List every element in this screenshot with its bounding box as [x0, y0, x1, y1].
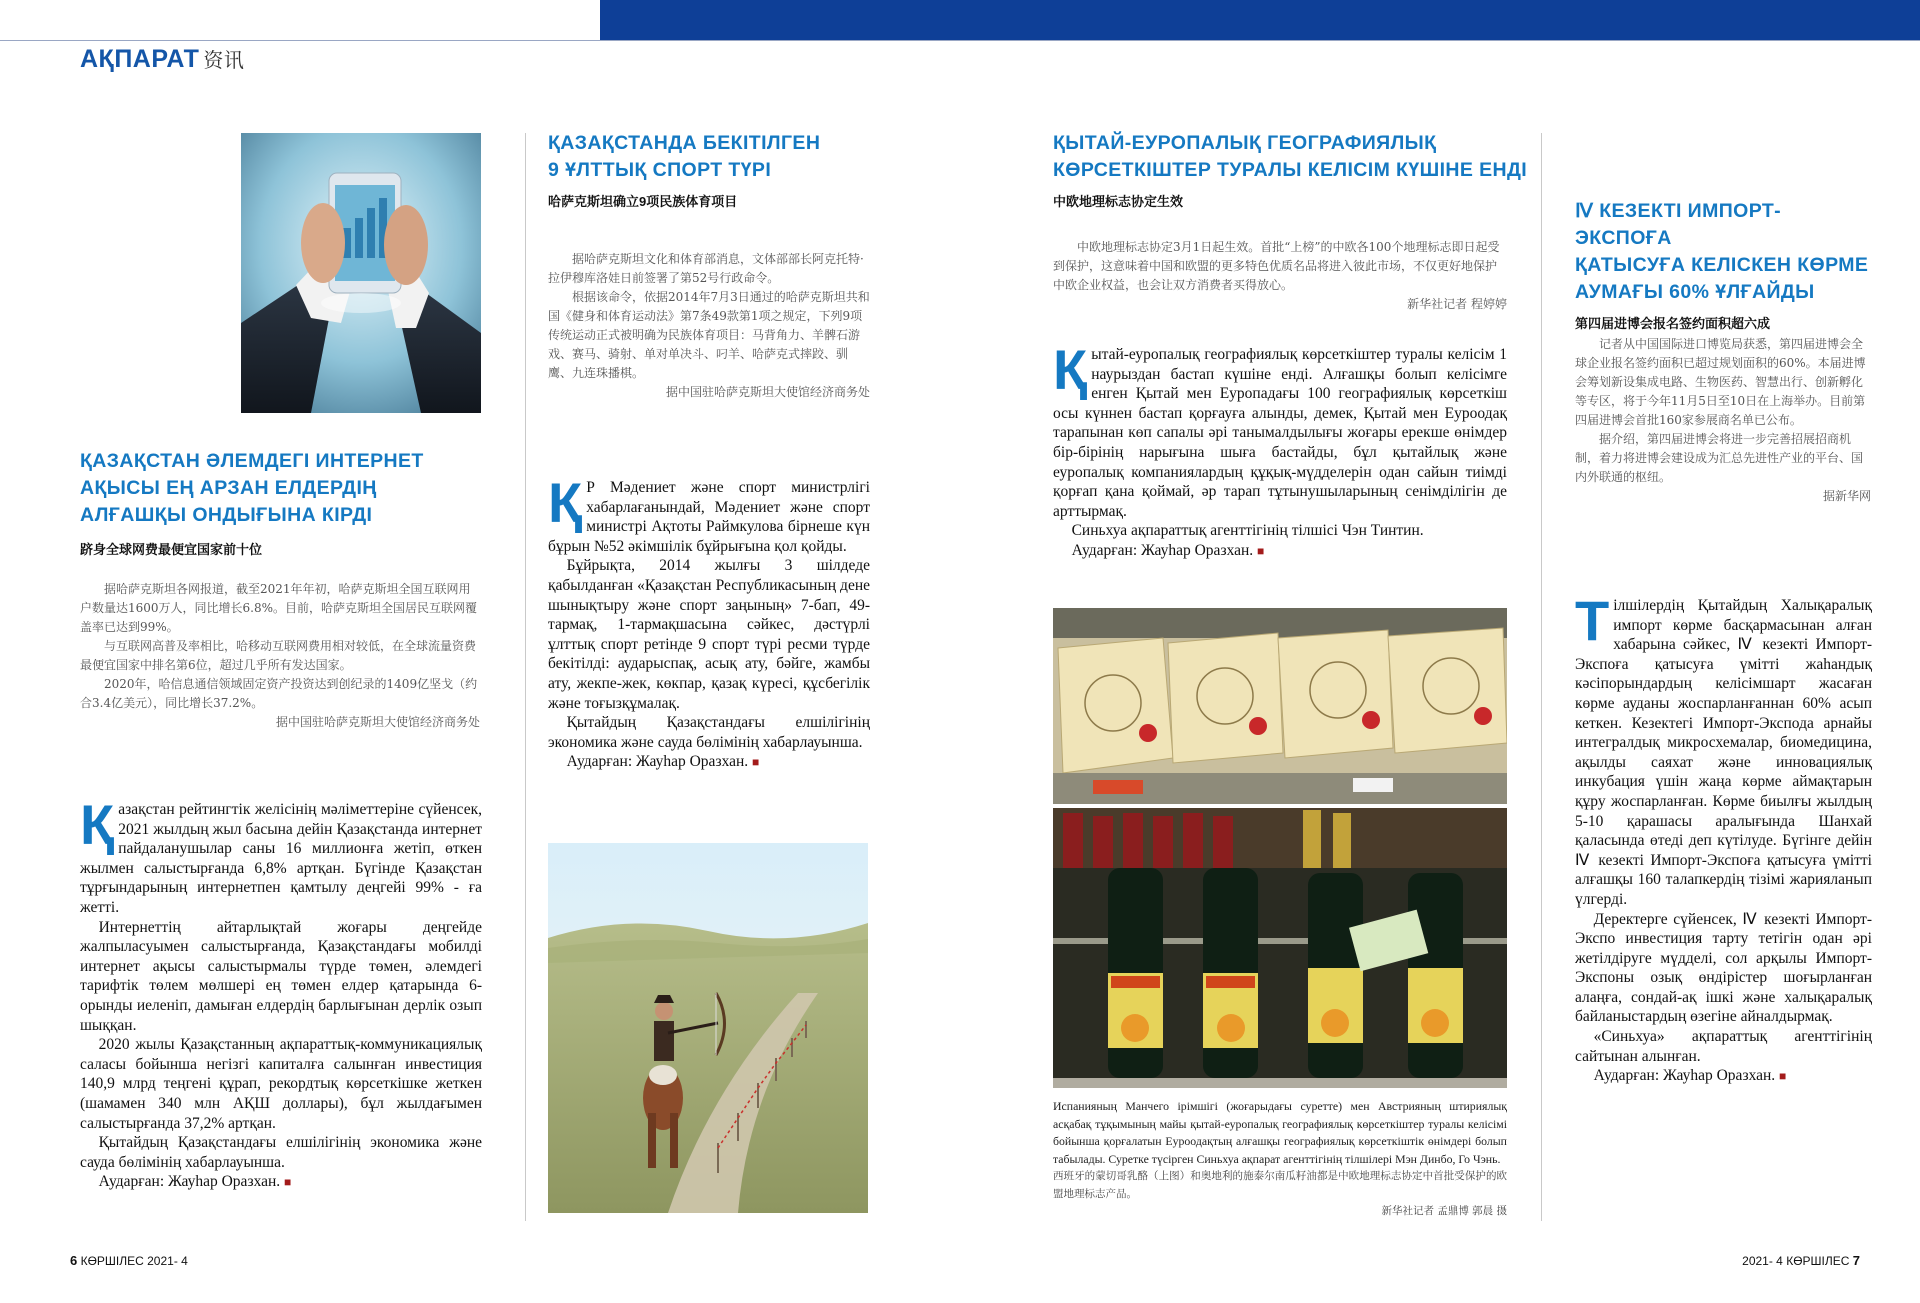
- footer-left: [70, 1253, 188, 1268]
- article-1-dropcap: Қ: [80, 793, 115, 856]
- end-mark-icon: ■: [1257, 543, 1265, 558]
- footer-right-title: КӨРШІЛЕС: [1786, 1254, 1850, 1268]
- article-1-title: ҚАЗАҚСТАН ӘЛЕМДЕГІ ИНТЕРНЕТ АҚЫСЫ ЕҢ АРЗАН ЕЛДЕРДІҢ АЛҒАШҚЫ ОНДЫҒЫНА КІРДІ: [80, 450, 424, 526]
- article-3-kz-p1: ытай-еуропалық географиялық көрсеткіштер туралы келісім 1 наурыздан бастап күшіне енді. Алғашқы болып келісімге енген Қытай мен Еуропадағы 100 географиялық көрсеткіш осы күннен бастап қорғауға алынды, демек, Қытай мен Еуроодақ тарапынан көп сапалы әрі танымалдылығы жоғары ерекше өнімдер бір-бірінің нарығына шыға бастайды, бұл қытайлық және еуропалық компаниялардың құқық-мүдделерін одан сайын тиімді қорғап қана қоймай, әр тарап тұтынушыларының сенімділігін де арттырмақ.: [1053, 346, 1507, 520]
- article-1-kazakh: [80, 793, 482, 1193]
- article-4-cn-source: 据新华网: [1822, 489, 1871, 503]
- article-4-kz-p2: Деректерге сүйенсек, Ⅳ кезекті Импорт-Экспо инвестиция тарту тетігін одан әрі жетілдіруге мүдделі, сол арқылы Импорт-Экспоны озық өндірістер шоғырланған алаңға, сондай-ақ ішкі және халықаралық байланыстардың өзегіне айналдырмақ.: [1575, 910, 1872, 1026]
- page-number-right: 7: [1852, 1253, 1860, 1268]
- article-1-kz-p3: 2020 жылы Қазақстанның ақпараттық-коммуникациялық саласы бойынша негізгі капиталға салынған инвестиция 140,9 млрд теңгені құрап, рекордтық көрсеткішке жеткен (шамамен 340 млн АҚШ доллары), бұл жылдағымен салыстырғанда 37,2% артқан.: [80, 1036, 482, 1132]
- article-4-kazakh: [1575, 589, 1872, 1087]
- footer-right-issue: 2021- 4: [1742, 1254, 1783, 1268]
- section-label: [80, 44, 244, 74]
- article-1-cn-p1: 据哈萨克斯坦各网报道，截至2021年年初，哈萨克斯坦全国互联网用户数量达1600万人，同比增长6.8%。目前，哈萨克斯坦全国居民互联网覆盖率已达到99%。: [80, 582, 478, 634]
- article-1-chinese: [80, 580, 480, 732]
- article-4-title-line3: АУМАҒЫ 60% ҰЛҒАЙДЫ: [1575, 281, 1815, 303]
- article-3-translator: Аударған: Жауһар Оразхан.: [1071, 541, 1254, 559]
- article-3-subtitle: 中欧地理标志协定生效: [1053, 194, 1184, 209]
- article-2-chinese: [548, 250, 870, 402]
- column-divider-3: [1541, 133, 1542, 1221]
- article-2-title-line1: ҚАЗАҚСТАНДА БЕКІТІЛГЕН: [548, 132, 821, 154]
- article-2-kz-p2: Бұйрықта, 2014 жылғы 3 шілдеде қабылданған «Қазақстан Республикасының дене шынықтыру және спорт заңының» 7-бап, 49-тармақ, 1-тармақшасына сәйкес, дәстүрлі ұлттық спорт ретінде 9 спорт түрі ресми түрде бекітілді: аударыспақ, асық ату, бәйге, жамбы ату, жекпе-жек, көкпар, қазақ күресі, құсбегілік және тоғызқұмалақ.: [548, 557, 870, 712]
- column-divider-1: [525, 133, 526, 1221]
- article-1-subtitle: 跻身全球网费最便宜国家前十位: [80, 542, 263, 557]
- footer-right: [1742, 1253, 1860, 1268]
- article-2-cn-p1: 据哈萨克斯坦文化和体育部消息，文体部部长阿克托特·拉伊穆库洛娃日前签署了第52号行政命令。: [548, 252, 864, 285]
- article-3-cn-p1: 中欧地理标志协定3月1日起生效。首批“上榜”的中欧各100个地理标志即日起受到保护，这意味着中国和欧盟的更多特色优质名品将进入彼此市场，不仅更好地保护中欧企业权益，也会让双方消费者买得放心。: [1053, 240, 1500, 292]
- top-color-bar: [600, 0, 1920, 40]
- footer-left-title: КӨРШІЛЕС 2021- 4: [80, 1254, 188, 1268]
- end-mark-icon: ■: [1779, 1069, 1787, 1084]
- article-2-subtitle: 哈萨克斯坦确立9项民族体育项目: [548, 194, 738, 209]
- manchego-cheese-photo: [1053, 608, 1507, 804]
- article-3-title-line2: КӨРСЕТКІШТЕР ТУРАЛЫ КЕЛІСІМ КҮШІНЕ ЕНДІ: [1053, 159, 1528, 181]
- article-1-cn-p2: 与互联网高普及率相比，哈移动互联网费用相对较低，在全球流量资费最便宜国家中排名第6位，超过几乎所有发达国家。: [80, 639, 477, 672]
- section-label-cn: 资讯: [203, 50, 245, 72]
- photo-caption: [1053, 1098, 1507, 1221]
- article-1-kz-p4: Қытайдың Қазақстандағы елшілігінің экономика және сауда бөлімінің хабарлауынша.: [80, 1134, 482, 1171]
- article-2-title-line2: 9 ҰЛТТЫҚ СПОРТ ТҮРІ: [548, 159, 772, 181]
- pumpkin-seed-oil-photo: [1053, 808, 1507, 1088]
- phone-hands-photo: [241, 133, 481, 413]
- article-3-chinese: [1053, 238, 1507, 314]
- article-3-header: [1053, 130, 1533, 210]
- article-4-kz-p3: «Синьхуа» ақпараттық агенттігінің сайтынан алынған.: [1575, 1028, 1872, 1065]
- article-4-title-line2: ҚАТЫСУҒА КЕЛІСКЕН КӨРМЕ: [1575, 254, 1869, 276]
- article-1-kz-p2: Интернеттің айтарлықтай жоғары деңгейде жалпыласуымен салыстырғанда, Қазақстандағы мобилді интернет ақысы салыстырмалы түрде төмен, әлемдегі тарифтік төлем мөлшері ең төмен елдер қатарында 6-орынды иеленіп, дамыған елдердің барлығынан дерлік озып шыққан.: [80, 918, 482, 1034]
- article-2-kazakh: [548, 471, 870, 773]
- article-4-cn-p2: 据介绍，第四届进博会将进一步完善招展招商机制，着力将进博会建设成为汇总先进性产业的平台、国内外联通的枢纽。: [1575, 432, 1864, 484]
- article-1-cn-p3: 2020年，哈信息通信领域固定资产投资达到创纪录的1409亿坚戈（约合3.4亿美元），同比增长37.2%。: [80, 677, 478, 710]
- article-4-title-line1: Ⅳ КЕЗЕКТІ ИМПОРТ-ЭКСПОҒА: [1575, 200, 1782, 249]
- horse-archer-photo: [548, 843, 868, 1213]
- caption-chinese: 西班牙的蒙切哥乳酪（上图）和奥地利的施泰尔南瓜籽油都是中欧地理标志协定中首批受保护的欧盟地理标志产品。: [1053, 1170, 1507, 1200]
- article-3-dropcap: Қ: [1053, 338, 1088, 401]
- article-3-kz-p2: Синьхуа ақпараттық агенттігінің тілшісі Чэн Тинтин.: [1071, 522, 1424, 540]
- section-label-kz: АҚПАРАТ: [80, 45, 200, 73]
- article-1-cn-source: 据中国驻哈萨克斯坦大使馆经济商务处: [275, 715, 480, 729]
- end-mark-icon: ■: [752, 755, 760, 770]
- article-1-translator: Аударған: Жауһар Оразхан.: [98, 1173, 281, 1191]
- article-2-cn-p2: 根据该命令，依据2014年7月3日通过的哈萨克斯坦共和国《健身和体育运动法》第7条49款第1项之规定，下列9项传统运动正式被明确为民族体育项目：马背角力、羊髀石游戏、赛马、骑射、单对单决斗、叼羊、哈萨克式摔跤、驯鹰、九连珠播棋。: [548, 290, 870, 380]
- page-number-left: 6: [70, 1253, 78, 1268]
- caption-chinese-source: 新华社记者 孟鼎博 郭晨 摄: [1381, 1205, 1507, 1217]
- article-2-header: [548, 130, 878, 210]
- article-2-kz-p3: Қытайдың Қазақстандағы елшілігінің экономика және сауда бөлімінің хабарлауынша.: [548, 714, 870, 751]
- article-2-dropcap: Қ: [548, 471, 583, 534]
- top-rule: [0, 40, 1920, 41]
- article-2-kz-p1: Р Мәдениет және спорт министрлігі хабарлағанындай, Мәдениет және спорт министрі Ақтоты Раймкулова бірнеше күн бұрын №52 әкімшілік бұйрығына қол қойды.: [548, 479, 870, 555]
- article-3-cn-source: 新华社记者 程婷婷: [1407, 297, 1507, 311]
- article-4-translator: Аударған: Жауһар Оразхан.: [1593, 1067, 1776, 1085]
- article-3-title-line1: ҚЫТАЙ-ЕУРОПАЛЫҚ ГЕОГРАФИЯЛЫҚ: [1053, 132, 1437, 154]
- end-mark-icon: ■: [284, 1175, 292, 1190]
- article-3-kazakh: [1053, 338, 1507, 562]
- article-4-subtitle: 第四届进博会报名签约面积超六成: [1575, 316, 1771, 331]
- article-4-header: [1575, 198, 1875, 332]
- article-4-kz-p1: ілшілердің Қытайдың Халықаралық импорт көрме басқармасынан алған хабарына сәйкес, Ⅳ кезекті Импорт-Экспоға қатысуға үмітті жаһандық кәсіпорындардың келісімшарт жасаған көрме ауданы жоспарланғаннан 60% асып кеткен. Кезектегі Импорт-Экспода арнайы интегралдық микросхемалар, биомедицина, ақылды саяхат және инновациялық инкубация үшін жаңа көрме аймақтарын құру жоспарланған. Көрме биылғы жылдың 5-10 қарашасы аралығында Шанхай қаласында өтеді деп күтілуде. Бүгінге дейін Ⅳ кезекті Импорт-Экспоға қатысуға үмітті алғашқы 160 талапкердің тізімі жарияланып үлгерді.: [1575, 597, 1872, 908]
- article-1-kz-p1: азақстан рейтингтік желісінің мәліметтеріне сүйенсек, 2021 жылдың жыл басына дейін Қазақстанда интернет пайдаланушылар саны 16 миллионға жетіп, өткен жылмен салыстырғанда 6,8% артқан. Бүгінде Қазақстан тұрғындарының интернетпен қамтылу деңгейі 99% - ға жетті.: [80, 801, 482, 916]
- article-1-header: [80, 448, 485, 558]
- article-2-translator: Аударған: Жауһар Оразхан.: [566, 753, 749, 771]
- article-2-cn-source: 据中国驻哈萨克斯坦大使馆经济商务处: [665, 385, 870, 399]
- caption-kazakh: Испанияның Манчего ірімшігі (жоғарыдағы суретте) мен Австрияның штириялық асқабақ тұқымының майы қытай-еуропалық географиялық көрсеткіштер туралы келісімі бойынша қорғалатын Еуроодақтың алғашқы географиялық көрсеткіштік өнімдері болып табылады. Суретке түсірген Синьхуа ақпарат агенттігінің тілшілері Мэн Динбо, Го Чэнь.: [1053, 1099, 1507, 1166]
- article-4-dropcap: Т: [1575, 589, 1610, 652]
- article-4-cn-p1: 记者从中国国际进口博览局获悉，第四届进博会全球企业报名签约面积已超过规划面积的60%。本届进博会筹划新设集成电路、生物医药、智慧出行、创新孵化等专区，将于今年11月5日至10日在上海举办。目前第四届进博会首批160家参展商名单已公布。: [1575, 337, 1866, 427]
- article-4-chinese: [1575, 335, 1871, 506]
